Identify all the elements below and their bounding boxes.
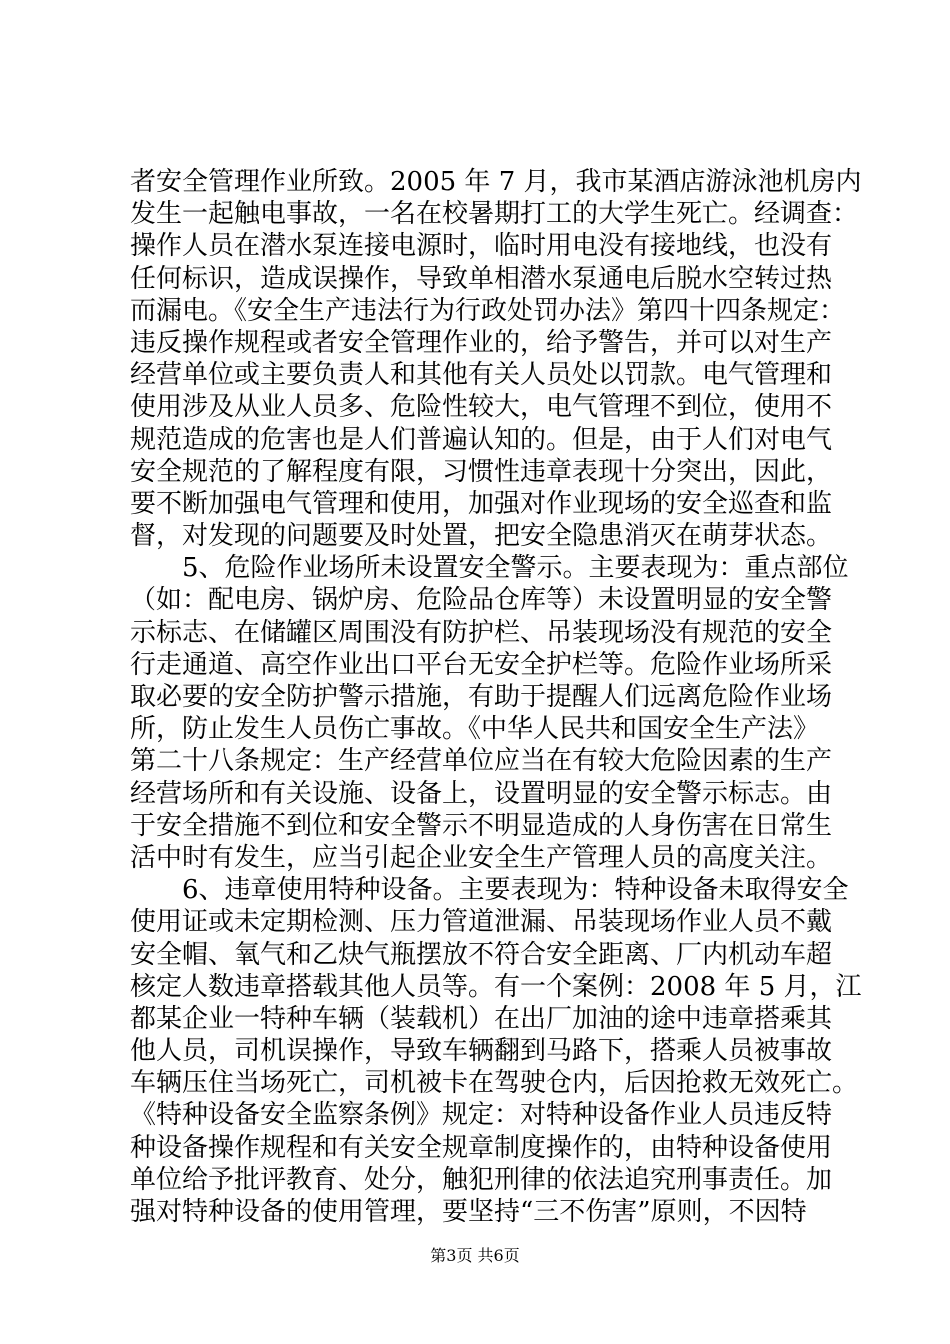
text-line: 安全帽、氧气和乙炔气瓶摆放不符合安全距离、厂内机动车超 <box>130 939 833 970</box>
text-line: 取必要的安全防护警示措施，有助于提醒人们远离危险作业场 <box>130 682 833 712</box>
text-line: 车辆压住当场死亡，司机被卡在驾驶仓内，后因抢救无效死亡。 <box>130 1068 859 1099</box>
text-line: 安全规范的了解程度有限，习惯性违章表现十分突出，因此， <box>130 456 833 487</box>
text-line: 第二十八条规定：生产经营单位应当在有较大危险因素的生产 <box>130 746 833 777</box>
text-line: 任何标识，造成误操作，导致单相潜水泵通电后脱水空转过热 <box>130 263 833 294</box>
text-line: 经营场所和有关设施、设备上，设置明显的安全警示标志。由 <box>130 778 833 809</box>
text-line: 行走通道、高空作业出口平台无安全护栏等。危险作业场所采 <box>130 649 833 680</box>
text-line: 5、危险作业场所未设置安全警示。主要表现为：重点部位 <box>130 553 849 584</box>
text-line: 经营单位或主要负责人和其他有关人员处以罚款。电气管理和 <box>130 360 833 391</box>
text-line: 活中时有发生，应当引起企业安全生产管理人员的高度关注。 <box>130 842 833 873</box>
text-line: （如：配电房、锅炉房、危险品仓库等）未设置明显的安全警 <box>130 585 833 616</box>
text-line: 单位给予批评教育、处分，触犯刑律的依法追究刑事责任。加 <box>130 1164 833 1195</box>
text-line: 督，对发现的问题要及时处置，把安全隐患消灭在萌芽状态。 <box>130 521 833 552</box>
text-line: 使用证或未定期检测、压力管道泄漏、吊装现场作业人员不戴 <box>130 907 833 938</box>
text-line: 规范造成的危害也是人们普遍认知的。但是，由于人们对电气 <box>130 424 833 455</box>
text-line: 核定人数违章搭载其他人员等。有一个案例：2008 年 5 月，江 <box>130 971 862 1002</box>
text-line: 强对特种设备的使用管理，要坚持“三不伤害”原则，不因特 <box>130 1197 807 1227</box>
text-line: 种设备操作规程和有关安全规章制度操作的，由特种设备使用 <box>130 1132 833 1163</box>
text-line: 使用涉及从业人员多、危险性较大，电气管理不到位，使用不 <box>130 392 833 423</box>
text-line: 他人员，司机误操作，导致车辆翻到马路下，搭乘人员被事故 <box>130 1036 833 1067</box>
text-line: 示标志、在储罐区周围没有防护栏、吊装现场没有规范的安全 <box>130 617 833 648</box>
text-line: 发生一起触电事故，一名在校暑期打工的大学生死亡。经调查： <box>130 199 859 230</box>
text-line: 者安全管理作业所致。2005 年 7 月，我市某酒店游泳池机房内 <box>130 167 862 197</box>
text-line: 《特种设备安全监察条例》规定：对特种设备作业人员违反特 <box>130 1100 833 1131</box>
text-line: 违反操作规程或者安全管理作业的，给予警告，并可以对生产 <box>130 327 833 358</box>
text-line: 而漏电。《安全生产违法行为行政处罚办法》第四十四条规定： <box>130 295 846 326</box>
text-line: 都某企业一特种车辆（装载机）在出厂加油的途中违章搭乘其 <box>130 1003 833 1034</box>
text-line: 所，防止发生人员伤亡事故。《中华人民共和国安全生产法》 <box>130 714 820 745</box>
text-line: 于安全措施不到位和安全警示不明显造成的人身伤害在日常生 <box>130 810 833 841</box>
body-text <box>130 166 860 1228</box>
page-footer: 第3页 共6页 <box>430 1246 520 1265</box>
text-line: 6、违章使用特种设备。主要表现为：特种设备未取得安全 <box>130 875 849 906</box>
text-line: 要不断加强电气管理和使用，加强对作业现场的安全巡查和监 <box>130 488 833 519</box>
text-line: 操作人员在潜水泵连接电源时，临时用电没有接地线，也没有 <box>130 231 833 262</box>
